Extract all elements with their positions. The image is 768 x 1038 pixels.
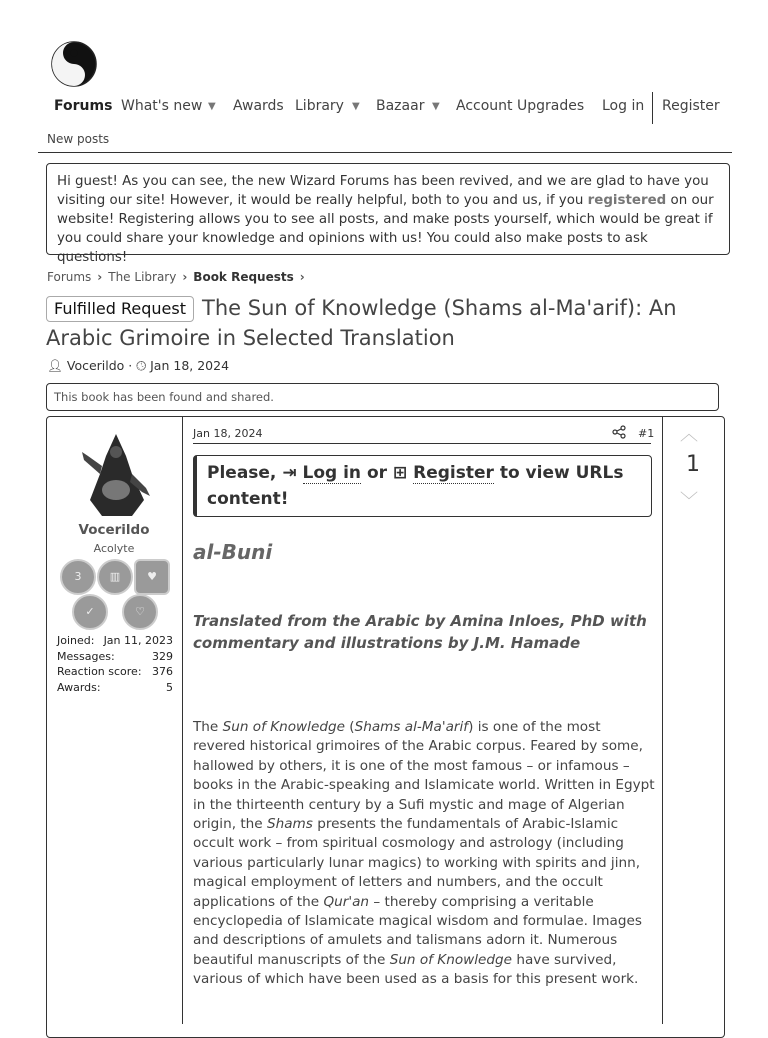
nav-forums[interactable]: Forums xyxy=(54,98,113,114)
stat-value: 376 xyxy=(152,665,173,678)
stat-messages xyxy=(57,649,173,665)
heart-badge-icon[interactable]: ♡ xyxy=(122,594,158,630)
post-header-divider xyxy=(193,443,651,444)
breadcrumb xyxy=(47,270,311,284)
chevron-right-icon: › xyxy=(299,270,305,284)
sign-in-icon: ⇥ xyxy=(282,463,297,483)
upvote-icon[interactable]: ︿ xyxy=(680,424,698,445)
user-rank: Acolyte xyxy=(93,542,135,555)
stat-value: 329 xyxy=(152,649,173,663)
avatar[interactable] xyxy=(78,430,154,518)
nav-divider xyxy=(652,92,653,124)
chevron-right-icon: › xyxy=(182,270,188,284)
thread-meta: 👤︎ Vocerildo · 🕓︎ Jan 18, 2024 xyxy=(47,358,230,373)
body-text: ) is one of the most revered historical grimoires of the Arabic corpus. Feared by some, hallowed by others, it is one of the most famous – or infamous – books in the Arabic-speaking and Islamicate world. Written in Egypt in the thirteenth century by a Sufi mystic and mage of Algerian origin, the xyxy=(193,719,655,833)
body-text: presents the fundamentals of Arabic-Islamic occult work – from spiritual cosmology and astrology (including various particularly lunar magics) to working with spirits and jinn, magical employment of letters and numbers, and the occult applications of the xyxy=(193,816,641,910)
body-text: The xyxy=(193,719,223,735)
body-italic: Sun of Knowledge xyxy=(222,719,345,735)
book-author: al-Buni xyxy=(193,540,273,564)
notice-text: Hi guest! As you can see, the new Wizard Forums has been revived, and we are glad to have you visiting our site! However, it would be really helpful, both to you and us, if you xyxy=(57,174,709,208)
user-icon: 👤︎ xyxy=(47,358,63,373)
chevron-down-icon[interactable]: ▼ xyxy=(432,101,440,112)
check-badge-icon[interactable]: ✓ xyxy=(72,594,108,630)
body-italic: Sun of Knowledge xyxy=(389,951,513,968)
post-date[interactable]: Jan 18, 2024 xyxy=(193,427,263,440)
login-link[interactable]: Log in xyxy=(602,98,645,114)
yin-yang-icon[interactable] xyxy=(50,40,98,88)
status-note: This book has been found and shared. xyxy=(46,383,719,411)
chevron-down-icon[interactable]: ▼ xyxy=(208,101,216,112)
body-text: have survived, various of which have been used as a basis for this present work. xyxy=(193,951,639,988)
login-prompt-text: or xyxy=(366,463,388,483)
nav-bazaar[interactable]: Bazaar xyxy=(376,98,425,114)
stat-value: 5 xyxy=(166,680,173,694)
body-text: – thereby comprising a veritable encyclopedia of Islamicate magical wisdom and formulae. Images and descriptions of amulets and talismans adorn it. Numerous beautiful manuscripts of the xyxy=(193,893,642,968)
subnav-new-posts[interactable]: New posts xyxy=(47,132,110,146)
chevron-down-icon[interactable]: ▼ xyxy=(352,101,360,112)
chevron-right-icon: › xyxy=(97,270,103,284)
breadcrumb-library[interactable]: The Library xyxy=(108,270,177,284)
nav-library[interactable]: Library xyxy=(295,98,344,114)
guest-notice xyxy=(46,163,730,265)
nav-awards[interactable]: Awards xyxy=(233,98,284,114)
translation-credit: Translated from the Arabic by Amina Inloes, PhD with commentary and illustrations by J.M. Hamade xyxy=(193,612,647,652)
register-link[interactable]: Register xyxy=(662,98,720,114)
login-prompt-text: to view URLs content! xyxy=(207,463,624,509)
stat-label: Awards: xyxy=(57,680,101,694)
plus-square-icon: ⊞ xyxy=(392,463,408,483)
body-italic: Shams xyxy=(266,816,313,833)
medal-badge-icon[interactable]: ▥ xyxy=(97,559,133,595)
login-prompt xyxy=(193,455,652,517)
post-user-divider xyxy=(182,416,183,1024)
stat-awards xyxy=(57,680,173,696)
post-vote-divider xyxy=(662,416,663,1024)
breadcrumb-book-requests[interactable]: Book Requests xyxy=(193,270,294,284)
stat-label: Reaction score: xyxy=(57,665,142,678)
stat-joined xyxy=(57,633,173,649)
stat-value: Jan 11, 2023 xyxy=(103,634,173,647)
heart-badge-icon[interactable]: ♥ xyxy=(134,559,170,595)
post-username[interactable]: Vocerildo xyxy=(78,522,150,538)
body-text: ( xyxy=(344,719,355,735)
body-italic: Qur'an xyxy=(323,893,370,910)
stat-reaction-score xyxy=(57,664,173,680)
login-prompt-login-link[interactable]: Log in xyxy=(302,463,362,483)
thread-title: The Sun of Knowledge (Shams al-Ma'arif): An Arabic Grimoire in Selected Translation xyxy=(46,296,677,350)
login-prompt-register-link[interactable]: Register xyxy=(413,463,494,483)
breadcrumb-forums[interactable]: Forums xyxy=(47,270,92,284)
trophy-badge-icon[interactable] xyxy=(60,559,96,595)
share-icon[interactable] xyxy=(612,425,626,439)
user-stats xyxy=(57,633,173,695)
vote-count: 1 xyxy=(686,452,700,477)
stat-label: Messages: xyxy=(57,649,115,663)
thread-author[interactable]: Vocerildo xyxy=(66,358,125,373)
notice-text: on our website! Registering allows you to see all posts, and make posts yourself, which would be great if you could share your knowledge and opinions with us! You could also make posts to ask questions! xyxy=(57,193,714,265)
post-number-link[interactable]: #1 xyxy=(638,427,655,440)
thread-prefix-badge[interactable]: Fulfilled Request xyxy=(46,296,194,322)
header-divider xyxy=(38,152,732,153)
nav-account-upgrades[interactable]: Account Upgrades xyxy=(456,98,585,114)
clock-icon: 🕓︎ xyxy=(136,358,147,373)
downvote-icon[interactable]: ﹀ xyxy=(680,491,698,512)
registered-link[interactable]: registered xyxy=(587,193,667,208)
thread-date[interactable]: Jan 18, 2024 xyxy=(150,358,230,373)
post-body xyxy=(193,718,655,990)
stat-label: Joined: xyxy=(57,634,95,647)
body-italic: Shams al-Ma'arif xyxy=(354,719,469,735)
nav-whats-new[interactable]: What's new xyxy=(121,98,203,114)
login-prompt-text: Please, xyxy=(207,463,277,483)
badge-number: 3 xyxy=(74,570,82,583)
